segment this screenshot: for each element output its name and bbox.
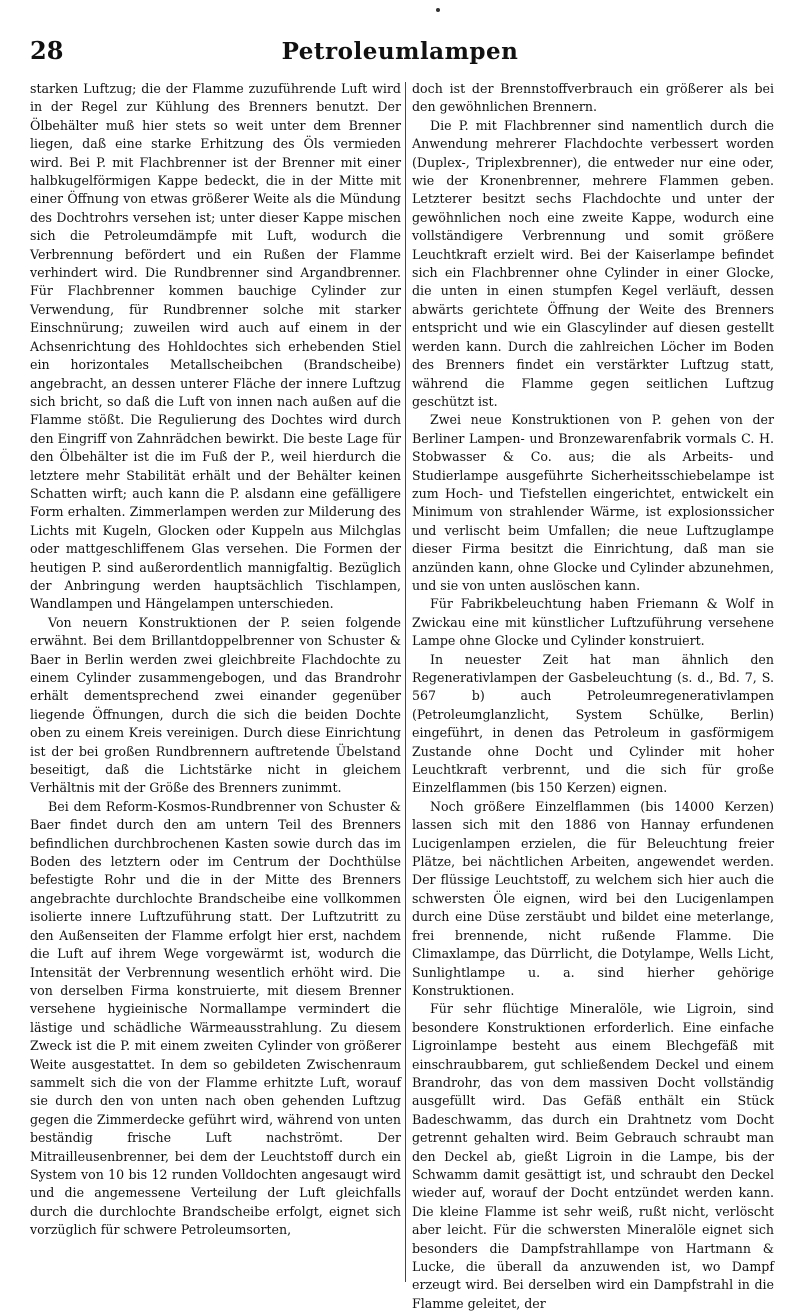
paragraph: Noch größere Einzelflammen (bis 14000 Kerzen) lassen sich mit den 1886 von Hannay erfundenen Lucigenlampen erzielen, die für Beleuchtung freier Plätze, bei nächtlichen Arbeiten, angewendet werden. Der flüssige Leuchtstoff, zu welchem sich hier auch die schwersten Öle eignen, wird bei den Lucigenlampen durch eine Düse zerstäubt und bildet eine meterlange, frei brennende, nicht rußende Flamme. Die Climaxlampe, das Dürrlicht, die Dotylampe, Wells Licht, Sunlightlampe u. a. sind hierher gehörige Konstruktionen. [412,798,774,998]
right-column [412,80,774,1311]
column-divider [405,82,406,1282]
page-header [30,36,770,76]
page-number: 28 [30,36,64,65]
paragraph: Die P. mit Flachbrenner sind namentlich durch die Anwendung mehrerer Flachdochte verbessert worden (Duplex-, Triplexbrenner), die entweder nur eine oder, wie der Kronenbrenner, mehrere Flammen geben. Letzterer besitzt sechs Flachdochte und unter der gewöhnlichen noch eine zweite Kappe, wodurch eine vollständigere Verbrennung und somit größere Leuchtkraft erzielt wird. Bei der Kaiserlampe befindet sich ein Flachbrenner ohne Cylinder in einer Glocke, die unten in einen stumpfen Kegel verläuft, dessen abwärts gerichtete Öffnung der Weite des Brenners entspricht und wie ein Glascylinder auf diesen gestellt werden kann. Durch die zahlreichen Löcher im Boden des Brenners findet ein verstärkter Luftzug statt, während die Flamme gegen seitlichen Luftzug geschützt ist. [412,117,774,409]
paragraph: In neuester Zeit hat man ähnlich den Regenerativlampen der Gasbeleuchtung (s. d., Bd. 7, S. 567 b) auch Petroleumregenerativlampen (Petroleumglanzlicht, System Schülke, Berlin) eingeführt, in denen das Petroleum in gasförmigem Zustande ohne Docht und Cylinder mit hoher Leuchtkraft verbrennt, und die sich für große Einzelflammen (bis 150 Kerzen) eignen. [412,651,774,796]
paragraph: Bei dem Reform-Kosmos-Rundbrenner von Schuster & Baer findet durch den am untern Teil des Brenners befindlichen durchbrochenen Kasten sowie durch das im Boden des letztern oder im Centrum der Dochthülse befestigte Rohr und die in der Mitte des Brenners angebrachte durchlochte Brandscheibe eine vollkommen isolierte innere Luftzuführung statt. Der Luftzutritt zu den Außenseiten der Flamme erfolgt hier erst, nachdem die Luft auf ihrem Wege vorgewärmt ist, wodurch die Intensität der Verbrennung wesentlich erhöht wird. Die von derselben Firma konstruierte, mit diesem Brenner versehene hygieinische Normallampe vermindert die lästige und schädliche Wärmeausstrahlung. Zu diesem Zweck ist die P. mit einem zweiten Cylinder von größerer Weite ausgestattet. In dem so gebildeten Zwischenraum sammelt sich die von der Flamme erhitzte Luft, worauf sie durch den von unten nach oben gehenden Luftzug gegen die Zimmerdecke geführt wird, während von unten beständig frische Luft nachströmt. Der Mitrailleusenbrenner, bei dem der Leuchtstoff durch ein System von 10 bis 12 runden Volldochten angesaugt wird und die angemessene Verteilung der Luft gleichfalls durch die durchlochte Brandscheibe erfolgt, eignet sich vorzüglich für schwere Petroleumsorten, [30,798,401,1238]
paragraph: Von neuern Konstruktionen der P. seien folgende erwähnt. Bei dem Brillantdoppelbrenner von Schuster & Baer in Berlin werden zwei gleichbreite Flachdochte zu einem Cylinder zusammengebogen, und das Brandrohr erhält dementsprechend zwei einander gegenüber liegende Öffnungen, durch die sich die beiden Dochte oben zu einem Kreis vereinigen. Durch diese Einrichtung ist der bei großen Rundbrennern auftretende Übelstand beseitigt, daß die Lichtstärke nicht in gleichem Verhältnis mit der Größe des Brenners zunimmt. [30,614,401,796]
paragraph: starken Luftzug; die der Flamme zuzuführende Luft wird in der Regel zur Kühlung des Brenners benutzt. Der Ölbehälter muß hier stets so weit unter dem Brenner liegen, daß eine starke Erhitzung des Öls vermieden wird. Bei P. mit Flachbrenner ist der Brenner mit einer halbkugelförmigen Kappe bedeckt, die in der Mitte mit einer Öffnung von etwas größerer Weite als die Mündung des Dochtrohrs versehen ist; unter dieser Kappe mischen sich die Petroleumdämpfe mit Luft, wodurch die Verbrennung befördert und ein Rußen der Flamme verhindert wird. Die Rundbrenner sind Argandbrenner. Für Flachbrenner kommen bauchige Cylinder zur Verwendung, für Rundbrenner solche mit starker Einschnürung; zuweilen wird auch auf einem in der Achsenrichtung des Hohldochtes sich erhebenden Stiel ein horizontales Metallscheibchen (Brandscheibe) angebracht, an dessen unterer Fläche der innere Luftzug sich bricht, so daß die Luft von innen nach außen auf die Flamme stößt. Die Regulierung des Dochtes wird durch den Eingriff von Zahnrädchen bewirkt. Die beste Lage für den Ölbehälter ist die im Fuß der P., weil hierdurch die letztere mehr Stabilität erhält und der Behälter keinen Schatten wirft; auch kann die P. alsdann eine gefälligere Form erhalten. Zimmerlampen werden zur Milderung des Lichts mit Kugeln, Glocken oder Kuppeln aus Milchglas oder mattgeschliffenem Glas versehen. Die Formen der heutigen P. sind außerordentlich mannigfaltig. Bezüglich der Anbringung werden hauptsächlich Tischlampen, Wandlampen und Hängelampen unterschieden. [30,81,401,612]
page-title: Petroleumlampen [281,38,519,65]
paragraph: Zwei neue Konstruktionen von P. gehen von der Berliner Lampen- und Bronzewarenfabrik vormals C. H. Stobwasser & Co. aus; die als Arbeits- und Studierlampe ausgeführte Sicherheitsschiebelampe ist zum Hoch- und Tiefstellen eingerichtet, entwickelt ein Minimum von strahlender Wärme, ist explosionssicher und verlischt beim Umfallen; die neue Luftzuglampe dieser Firma besitzt die Einrichtung, daß man sie anzünden kann, ohne Glocke und Cylinder abzunehmen, und sie von unten auslöschen kann. [412,412,774,593]
paragraph: doch ist der Brennstoffverbrauch ein größerer als bei den gewöhnlichen Brennern. [412,81,774,115]
left-column [30,80,401,1290]
print-speck [436,8,440,12]
text-columns [30,80,774,1311]
paragraph: Für Fabrikbeleuchtung haben Friemann & Wolf in Zwickau eine mit künstlicher Luftzuführung versehene Lampe ohne Glocke und Cylinder konstruiert. [412,596,774,649]
paragraph: Für sehr flüchtige Mineralöle, wie Ligroin, sind besondere Konstruktionen erforderlich. Eine einfache Ligroinlampe besteht aus einem Blechgefäß mit einschraubbarem, gut schließendem Deckel und einem Brandrohr, das von dem massiven Docht vollständig ausgefüllt wird. Das Gefäß enthält ein Stück Badeschwamm, das durch ein Drahtnetz vom Docht getrennt gehalten wird. Beim Gebrauch schraubt man den Deckel ab, gießt Ligroin in die Lampe, bis der Schwamm damit gesättigt ist, und schraubt den Deckel wieder auf, worauf der Docht entzündet werden kann. Die kleine Flamme ist sehr weiß, rußt nicht, verlöscht aber leicht. Für die schwersten Mineralöle eignet sich besonders die Dampfstrahllampe von Hartmann & Lucke, die überall da anzuwenden ist, wo Dampf erzeugt wird. Bei derselben wird ein Dampfstrahl in die Flamme geleitet, der [412,1001,774,1311]
